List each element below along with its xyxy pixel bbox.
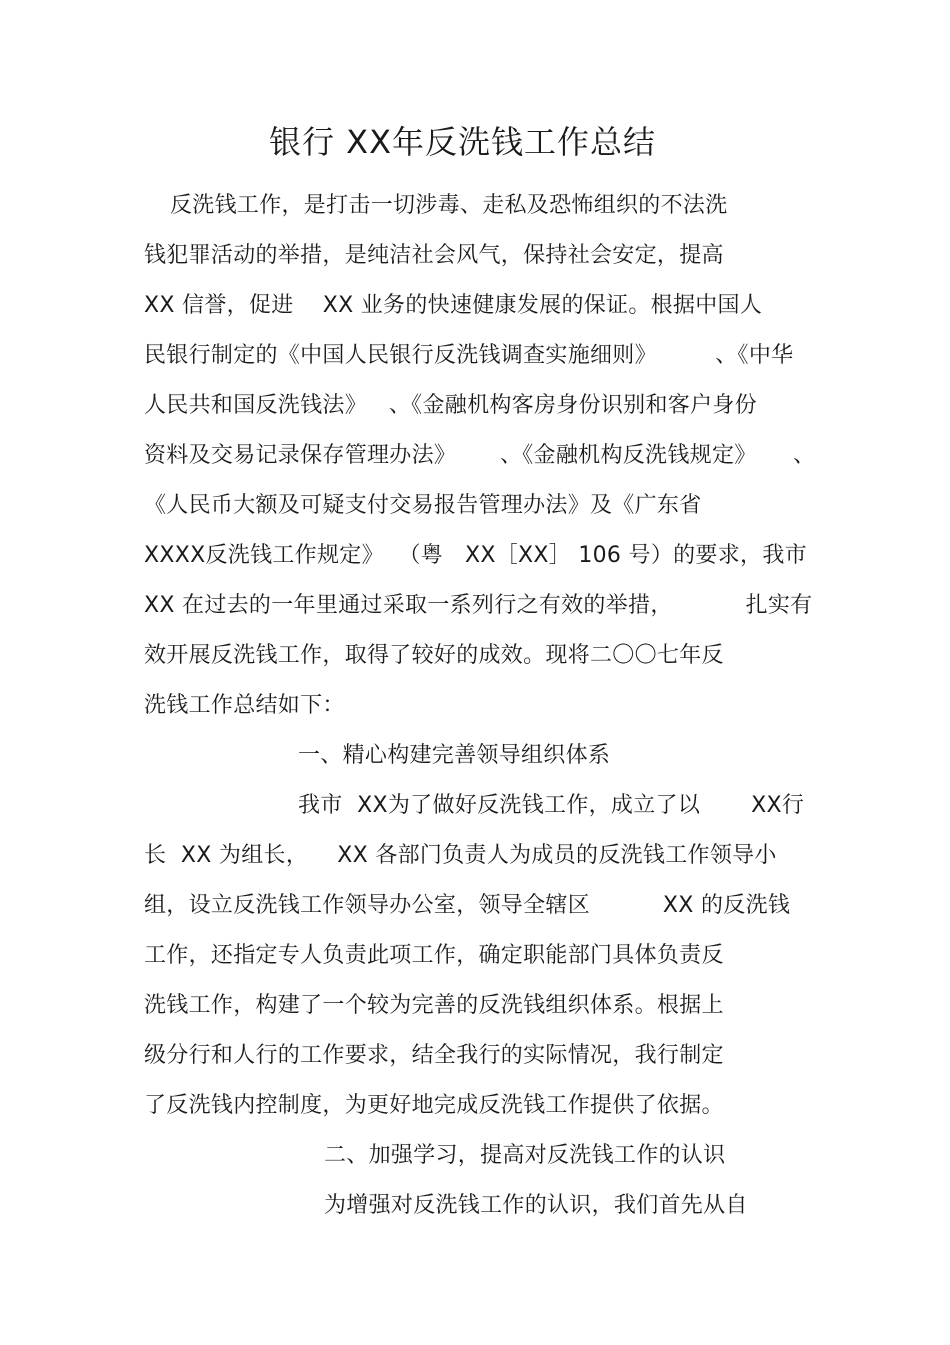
body-line: 为增强对反洗钱工作的认识，我们首先从自	[324, 1193, 748, 1218]
body-line: XXXX反洗钱工作规定》 （粤 XX［XX］ 106 号）的要求，我市	[144, 543, 807, 568]
body-line: 资料及交易记录保存管理办法》 、《金融机构反洗钱规定》 、	[144, 443, 816, 468]
body-line: 人民共和国反洗钱法》 、《金融机构客房身份识别和客户身份	[144, 393, 757, 418]
body-line: 洗钱工作总结如下：	[144, 693, 345, 718]
body-line: XX 在过去的一年里通过采取一系列行之有效的举措， 扎实有	[144, 593, 813, 618]
body-line: 《人民币大额及可疑支付交易报告管理办法》及《广东省	[144, 493, 702, 518]
body-line: XX 信誉，促进 XX 业务的快速健康发展的保证。根据中国人	[144, 293, 763, 318]
section-heading: 一、精心构建完善领导组织体系	[298, 743, 611, 768]
body-line: 效开展反洗钱工作，取得了较好的成效。现将二〇〇七年反	[144, 643, 724, 668]
section-heading: 二、加强学习，提高对反洗钱工作的认识	[324, 1143, 726, 1168]
body-line: 民银行制定的《中国人民银行反洗钱调查实施细则》 、《中华	[144, 343, 794, 368]
body-line: 我市 XX为了做好反洗钱工作，成立了以 XX行	[298, 793, 805, 818]
body-line: 组，设立反洗钱工作领导办公室，领导全辖区 XX 的反洗钱	[144, 893, 791, 918]
body-line: 洗钱工作，构建了一个较为完善的反洗钱组织体系。根据上	[144, 993, 724, 1018]
body-line: 级分行和人行的工作要求，结全我行的实际情况，我行制定	[144, 1043, 724, 1068]
document-title: 银行 XX年反洗钱工作总结	[268, 123, 657, 161]
body-line: 反洗钱工作，是打击一切涉毒、走私及恐怖组织的不法洗	[170, 193, 728, 218]
body-line: 了反洗钱内控制度，为更好地完成反洗钱工作提供了依据。	[144, 1093, 724, 1118]
body-line: 工作，还指定专人负责此项工作，确定职能部门具体负责反	[144, 943, 724, 968]
body-line: 长 XX 为组长， XX 各部门负责人为成员的反洗钱工作领导小	[144, 843, 777, 868]
body-line: 钱犯罪活动的举措，是纯洁社会风气，保持社会安定，提高	[144, 243, 724, 268]
